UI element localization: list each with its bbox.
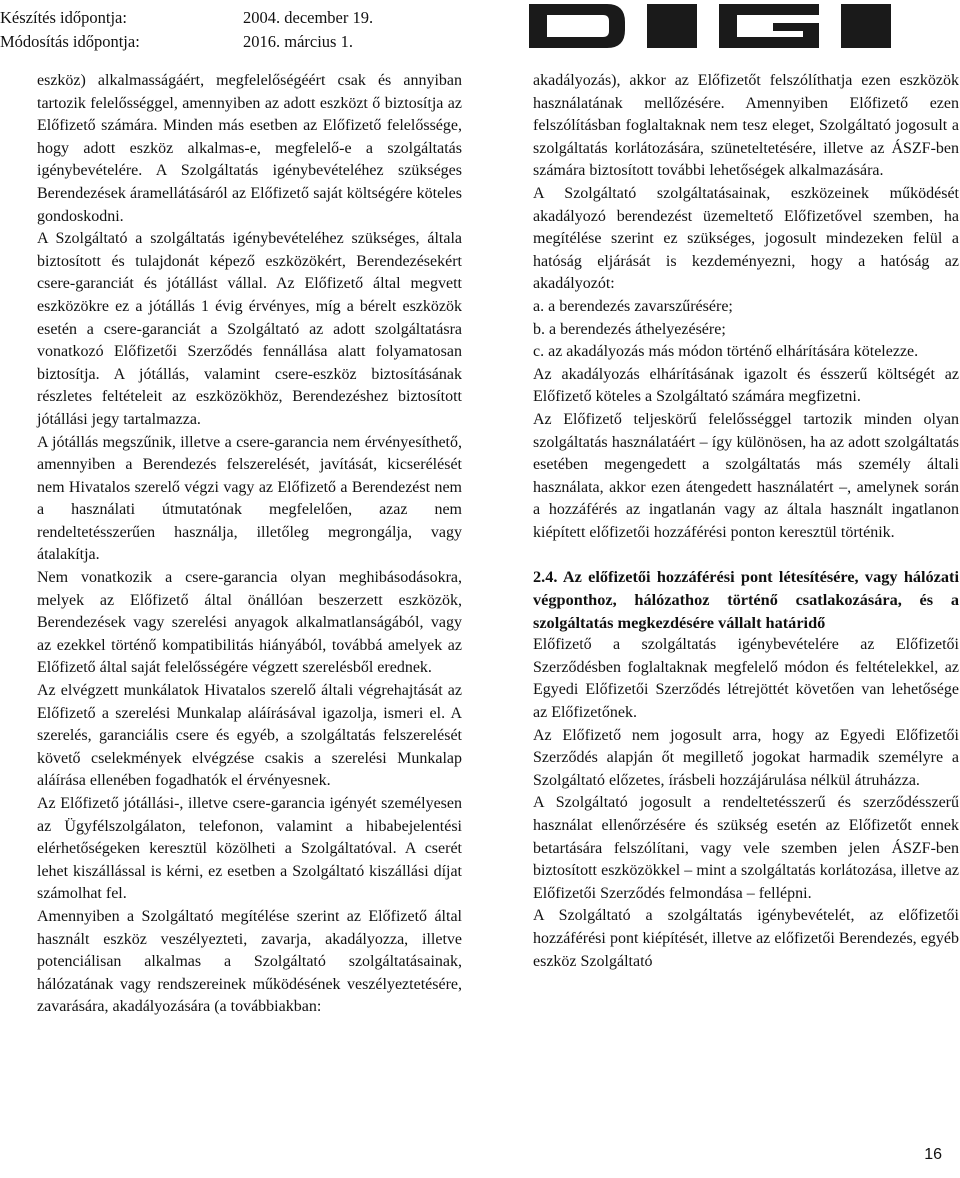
right-column (533, 70, 959, 973)
created-date: 2004. december 19. (243, 8, 374, 27)
left-column (37, 70, 462, 1019)
modified-label: Módosítás időpontja: (0, 32, 140, 51)
list-item: c. az akadályozás más módon történő elhárítására kötelezze. (533, 343, 919, 361)
paragraph: A Szolgáltató szolgáltatásainak, eszközeinek működését akadályozó berendezést üzemeltető Előfizetővel szemben, ha megítélése szerint ez szükséges, jogosult mindezeken felül a hatóság eljárását is kezdeményezni, hogy a hatóság az akadályozót: (533, 184, 959, 293)
paragraph: eszköz) alkalmasságáért, megfelelőségéért csak és annyiban tartozik felelősséggel, amennyiben az adott eszközt ő biztosítja az Előfizető számára. Minden más esetben az Előfizető felelőssége, hogy adott eszköz alkalmas-e, megfelelő-e a szolgáltatás igénybevételére. A Szolgáltatás igénybevételéhez szükséges Berendezések áramellátásáról az Előfizető saját költségére köteles gondoskodni. (37, 72, 462, 225)
paragraph: Előfizető a szolgáltatás igénybevételére az Előfizetői Szerződésben foglaltaknak megfelelő módon és feltételekkel, az Egyedi Előfizetői Szerződés létrejöttét követően van lehetősége az Előfizetőnek. (533, 636, 959, 722)
created-row (0, 6, 373, 30)
document-metadata (0, 6, 373, 54)
paragraph: akadályozás), akkor az Előfizetőt felszólíthatja ezen eszközök használatának mellőzésére. Amennyiben Előfizető ezen felszólításban foglaltaknak nem tesz eleget, Szolgáltató jogosult a szolgáltatás korlátozására, szüneteltetésére, illetve az ÁSZF-ben számára biztosított további lehetőségek alkalmazására. (533, 72, 959, 180)
paragraph: Amennyiben a Szolgáltató megítélése szerint az Előfizető által használt eszköz veszélyezteti, zavarja, akadályozza, illetve potenciálisan alkalmas a Szolgáltató szolgáltatásainak, hálózatának vagy rendszereinek működésének veszélyeztetésére, zavarására, akadályozására (a továbbiakban: (37, 907, 462, 1016)
section-heading: 2.4. Az előfizetői hozzáférési pont létesítésére, vagy hálózati végponthoz, hálózathoz történő csatlakozására, és a szolgáltatás megkezdésére vállalt határidő (533, 567, 959, 632)
modified-date: 2016. március 1. (243, 32, 353, 51)
created-label: Készítés időpontja: (0, 8, 127, 27)
paragraph: Az Előfizető nem jogosult arra, hogy az Egyedi Előfizetői Szerződés alapján őt megillető jogokat harmadik személyre a Szolgáltató előzetes, írásbeli hozzájárulása nélkül átruházza. (533, 726, 959, 789)
page-number: 16 (924, 1146, 942, 1163)
list-item: a. a berendezés zavarszűrésére; (533, 297, 733, 315)
paragraph: Nem vonatkozik a csere-garancia olyan meghibásodásokra, melyek az Előfizető által önállóan beszerzett eszközök, Berendezések vagy szerelési anyagok alkalmatlanságából, vagy az ezekkel történő kompatibilitás hiányából, továbbá amelyek az Előfizető által saját felelősségére végzett szerelésből erednek. (37, 569, 462, 677)
paragraph: Az Előfizető teljeskörű felelősséggel tartozik minden olyan szolgáltatás használatáért – így különösen, ha az adott szolgáltatás esetében megengedett a szolgáltatás más személy általi használata, akkor ezen átengedett használatért –, amelynek során a hozzáférés az ingatlanán vagy az általa használt ingatlanon kiépített előfizetői hozzáférési ponton keresztül történik. (533, 410, 959, 541)
paragraph: A Szolgáltató jogosult a rendeltetésszerű és szerződésszerű használat ellenőrzésére és szükség esetén az Előfizetőt ennek betartására felszólítani, vagy vele szemben jelen ÁSZF-ben biztosított eszközökkel – mint a szolgáltatás korlátozása, illetve az Előfizetői Szerződés felmondása – fellépni. (533, 794, 959, 902)
list-item: b. a berendezés áthelyezésére; (533, 320, 726, 338)
modified-row (0, 30, 373, 54)
paragraph: Az elvégzett munkálatok Hivatalos szerelő általi végrehajtását az Előfizető a szerelési Munkalap aláírásával igazolja, ismeri el. A szerelés, garanciális csere és egyéb, a szolgáltatás felszerelését követő cselekmények elvégzése csakis a szerelési Munkalap aláírása ellenében fogadhatók el érvényesnek. (37, 682, 462, 790)
paragraph: A Szolgáltató a szolgáltatás igénybevételét, az előfizetői hozzáférési pont kiépítését, illetve az előfizetői Berendezés, egyéb eszköz Szolgáltató (533, 907, 959, 970)
paragraph: A Szolgáltató a szolgáltatás igénybevételéhez szükséges, általa biztosított és tulajdonát képező eszközökért, Berendezésekért csere-garanciát és jótállást vállal. Az Előfizető által megvett eszközökre ez a jótállás 1 évig érvényes, míg a bérelt eszközök esetén a csere-garanciát a Szolgáltató az adott szolgáltatásra vonatkozó Előfizetői Szerződés fennállása alatt folyamatosan biztosítja. A jótállás, valamint csere-eszköz biztosításának részletes feltételeit az eszközökhöz, Berendezéshez biztosított jótállási jegy tartalmazza. (37, 230, 462, 428)
paragraph: Az akadályozás elhárításának igazolt és ésszerű költségét az Előfizető köteles a Szolgáltató számára megfizetni. (533, 365, 959, 406)
paragraph: A jótállás megszűnik, illetve a csere-garancia nem érvényesíthető, amennyiben a Berendezés felszerelését, javítását, kicserélését nem Hivatalos szerelő végzi vagy az Előfizető a Berendezést nem a használati útmutatónak megfelelően, azaz nem rendeltetésszerűen használja, illetőleg megrongálja, vagy átalakítja. (37, 433, 462, 564)
digi-logo (529, 4, 933, 48)
paragraph: Az Előfizető jótállási-, illetve csere-garancia igényét személyesen az Ügyfélszolgálaton, telefonon, valamint a hibabejelentési elérhetőségeken keresztül közölheti a Szolgáltatóval. A cserét lehet kiszállással is kérni, ez esetben a Szolgáltató kiszállási díjat számolhat fel. (37, 795, 462, 903)
